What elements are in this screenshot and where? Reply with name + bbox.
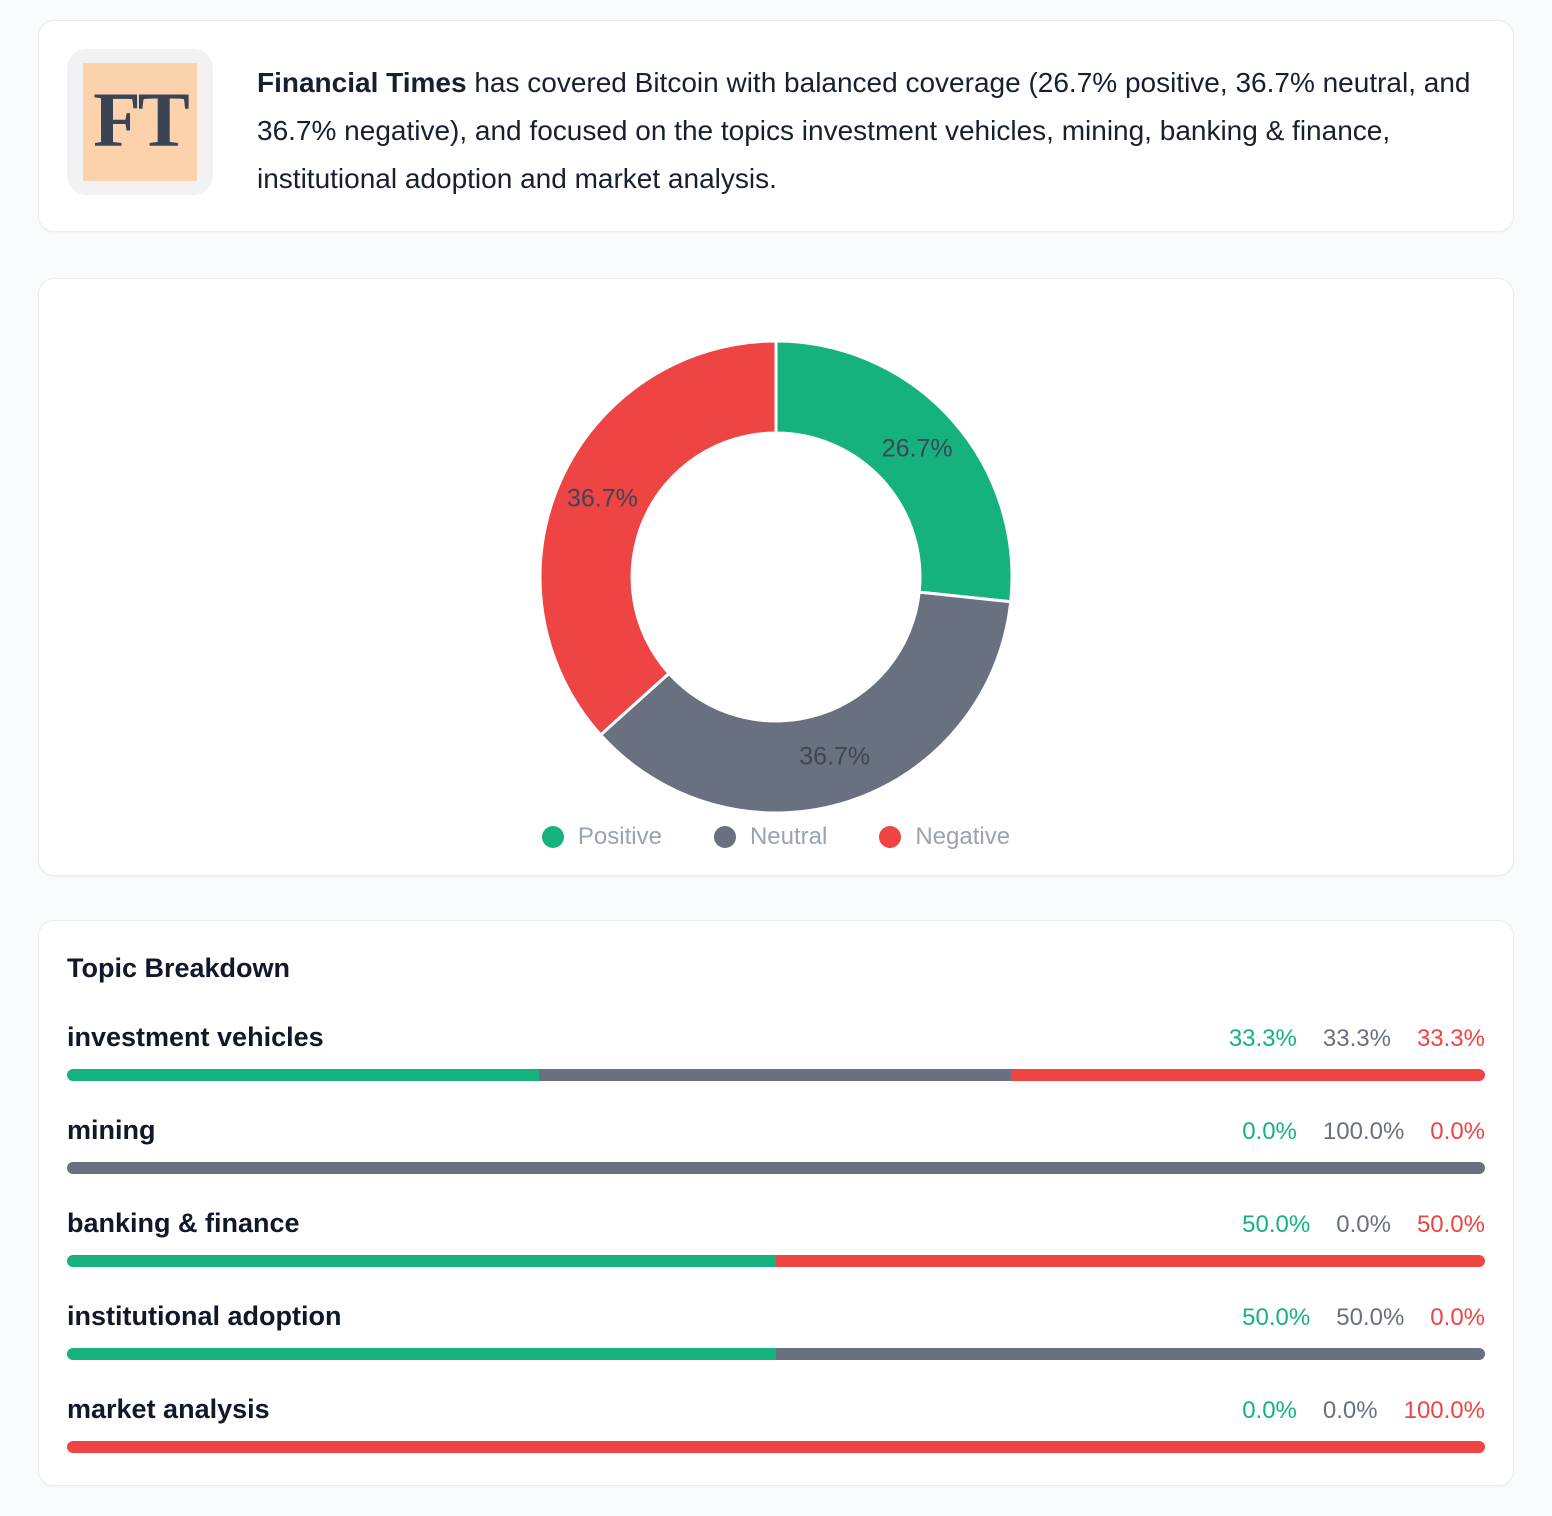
legend-item-negative[interactable] xyxy=(879,823,1010,851)
bar-segment-positive xyxy=(67,1255,776,1267)
donut-slice-label: 36.7% xyxy=(566,484,638,513)
topic-sentiment-bar xyxy=(67,1255,1485,1267)
bar-segment-positive xyxy=(67,1348,776,1360)
neutral-percent: 50.0% xyxy=(1336,1304,1405,1331)
topic-row-mining xyxy=(67,1115,1485,1174)
topic-row-institutional-adoption xyxy=(67,1301,1485,1360)
topic-sentiment-bar xyxy=(67,1069,1485,1081)
negative-legend-dot-icon xyxy=(879,826,901,848)
positive-percent: 0.0% xyxy=(1242,1118,1297,1145)
topic-label: investment vehicles xyxy=(67,1022,324,1052)
legend-label-neutral: Neutral xyxy=(749,823,828,850)
bar-segment-negative xyxy=(67,1441,1485,1453)
topic-label: mining xyxy=(67,1115,156,1145)
bar-segment-positive xyxy=(67,1069,539,1081)
sentiment-donut-chart xyxy=(39,279,1513,819)
neutral-percent: 33.3% xyxy=(1322,1025,1391,1052)
source-summary-card xyxy=(38,20,1514,232)
topic-sentiment-bar xyxy=(67,1162,1485,1174)
topic-row-investment-vehicles xyxy=(67,1022,1485,1081)
negative-percent: 0.0% xyxy=(1430,1118,1485,1145)
donut-slice-positive[interactable] xyxy=(776,341,1012,602)
positive-legend-dot-icon xyxy=(542,826,564,848)
topic-row-banking-finance xyxy=(67,1208,1485,1267)
topic-label: institutional adoption xyxy=(67,1301,342,1331)
topic-sentiment-bar xyxy=(67,1348,1485,1360)
negative-percent: 33.3% xyxy=(1416,1025,1485,1052)
topic-percentages xyxy=(1242,1211,1485,1239)
chart-legend xyxy=(39,823,1513,851)
topic-label: market analysis xyxy=(67,1394,270,1424)
bar-segment-negative xyxy=(1011,1069,1485,1081)
coverage-summary-text xyxy=(257,59,1485,203)
topic-breakdown-heading: Topic Breakdown xyxy=(67,953,291,983)
legend-label-negative: Negative xyxy=(915,823,1011,850)
negative-percent: 50.0% xyxy=(1416,1211,1485,1238)
neutral-legend-dot-icon xyxy=(714,826,736,848)
negative-percent: 0.0% xyxy=(1430,1304,1485,1331)
donut-slice-label: 26.7% xyxy=(881,434,953,463)
neutral-percent: 100.0% xyxy=(1322,1118,1405,1145)
topic-label: banking & finance xyxy=(67,1208,300,1238)
donut-slice-label: 36.7% xyxy=(799,742,871,771)
neutral-percent: 0.0% xyxy=(1322,1397,1378,1424)
positive-percent: 50.0% xyxy=(1242,1304,1311,1331)
topic-row-market-analysis xyxy=(67,1394,1485,1453)
positive-percent: 50.0% xyxy=(1242,1211,1311,1238)
negative-percent: 100.0% xyxy=(1403,1397,1485,1424)
neutral-percent: 0.0% xyxy=(1336,1211,1391,1238)
ft-logo-text: FT xyxy=(93,76,187,163)
topic-percentages xyxy=(1242,1118,1485,1146)
bar-segment-neutral xyxy=(67,1162,1485,1174)
topic-breakdown-card xyxy=(38,920,1514,1486)
donut-slice-neutral[interactable] xyxy=(601,592,1011,813)
bar-segment-neutral xyxy=(776,1348,1485,1360)
legend-item-positive[interactable] xyxy=(542,823,662,851)
bar-segment-negative xyxy=(776,1255,1485,1267)
ft-logo xyxy=(83,63,197,181)
legend-label-positive: Positive xyxy=(577,823,662,850)
topic-sentiment-bar xyxy=(67,1441,1485,1453)
topic-percentages xyxy=(1242,1397,1485,1425)
donut-slice-negative[interactable] xyxy=(540,341,776,735)
topic-percentages xyxy=(1229,1025,1485,1053)
source-name: Financial Times xyxy=(257,67,467,98)
legend-item-neutral[interactable] xyxy=(714,823,827,851)
bar-segment-neutral xyxy=(539,1069,1011,1081)
positive-percent: 0.0% xyxy=(1242,1397,1297,1424)
summary-rest: has covered Bitcoin with balanced coverage (26.7% positive, 36.7% neutral, and 36.7% negative), and focused on the topics investment vehicles, mining, banking & finance, institutional adoption and market analysis. xyxy=(257,67,1471,194)
source-logo-tile xyxy=(67,49,213,195)
sentiment-chart-card xyxy=(38,278,1514,876)
positive-percent: 33.3% xyxy=(1228,1025,1297,1052)
topic-percentages xyxy=(1242,1304,1485,1332)
